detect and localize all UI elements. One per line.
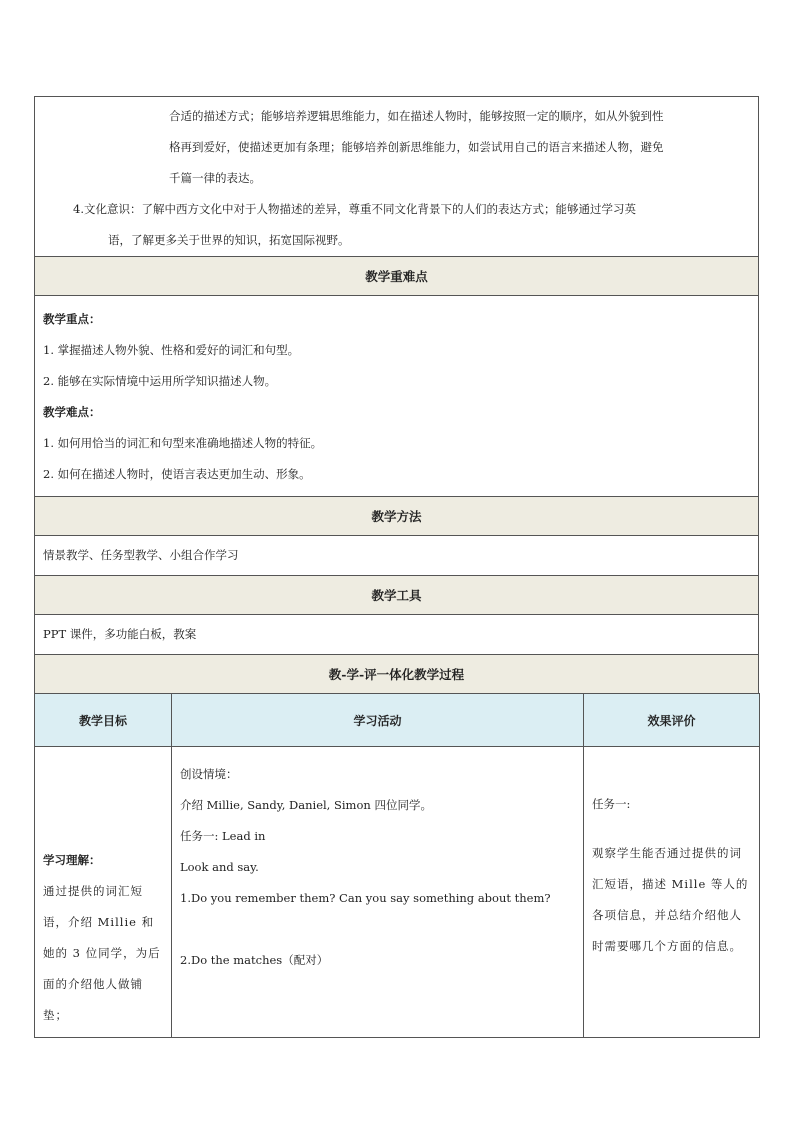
activity-line: Look and say.	[180, 860, 259, 874]
objective-line: 格再到爱好，使描述更加有条理；能够培养创新思维能力，如尝试用自己的语言来描述人物，避免	[169, 140, 664, 154]
cultural-awareness-line: 语，了解更多关于世界的知识，拓宽国际视野。	[108, 233, 350, 247]
process-table	[34, 693, 760, 1038]
header-activity: 学习活动	[172, 694, 584, 747]
difficulty-label: 教学难点：	[43, 405, 101, 419]
cultural-awareness-line: 4.文化意识：了解中西方文化中对于人物描述的差异，尊重不同文化背景下的人们的表达方式；能够通过学习英	[73, 202, 636, 216]
process-header-row	[35, 694, 760, 747]
activity-line: 2.Do the matches（配对）	[180, 953, 329, 967]
evaluation-cell	[584, 747, 760, 1038]
activity-line: 介绍 Millie, Sandy, Daniel, Simon 四位同学。	[180, 798, 432, 812]
key-points-title: 教学重难点	[34, 256, 759, 295]
activity-line: 创设情境：	[180, 767, 238, 781]
focus-label: 教学重点：	[43, 312, 101, 326]
evaluation-label: 任务一:	[592, 797, 631, 811]
methods-section	[34, 535, 759, 575]
activity-line: 任务一: Lead in	[180, 829, 266, 843]
activity-spacer	[180, 914, 575, 945]
evaluation-text: 观察学生能否通过提供的词汇短语，描述 Mille 等人的各项信息，并总结介绍他人时需要哪几个方面的信息。	[592, 846, 749, 953]
difficulty-item: 1. 如何用恰当的词汇和句型来准确地描述人物的特征。	[43, 436, 323, 450]
tools-text: PPT 课件，多功能白板，教案	[43, 627, 197, 641]
activity-line: 1.Do you remember them? Can you say something about them?	[180, 891, 551, 905]
tools-section	[34, 614, 759, 654]
objective-line: 合适的描述方式；能够培养逻辑思维能力，如在描述人物时，能够按照一定的顺序，如从外貌到性	[169, 109, 664, 123]
goal-label: 学习理解：	[43, 853, 101, 867]
header-evaluation: 效果评价	[584, 694, 760, 747]
evaluation-spacer	[592, 820, 751, 838]
header-goal: 教学目标	[35, 694, 172, 747]
activity-cell	[172, 747, 584, 1038]
difficulty-item: 2. 如何在描述人物时，使语言表达更加生动、形象。	[43, 467, 311, 481]
focus-item: 1. 掌握描述人物外貌、性格和爱好的词汇和句型。	[43, 343, 300, 357]
tools-title: 教学工具	[34, 575, 759, 614]
goal-cell	[35, 747, 172, 1038]
goal-text: 通过提供的词汇短语，介绍 Millie 和她的 3 位同学，为后面的介绍他人做铺垫；	[43, 884, 161, 1022]
process-row	[35, 747, 760, 1038]
key-points-section	[34, 295, 759, 496]
methods-title: 教学方法	[34, 496, 759, 535]
objectives-continued-section	[34, 96, 759, 256]
lesson-plan-page	[34, 96, 759, 1038]
objective-line: 千篇一律的表达。	[169, 171, 261, 185]
focus-item: 2. 能够在实际情境中运用所学知识描述人物。	[43, 374, 277, 388]
process-title: 教-学-评一体化教学过程	[34, 654, 759, 693]
methods-text: 情景教学、任务型教学、小组合作学习	[43, 548, 239, 562]
